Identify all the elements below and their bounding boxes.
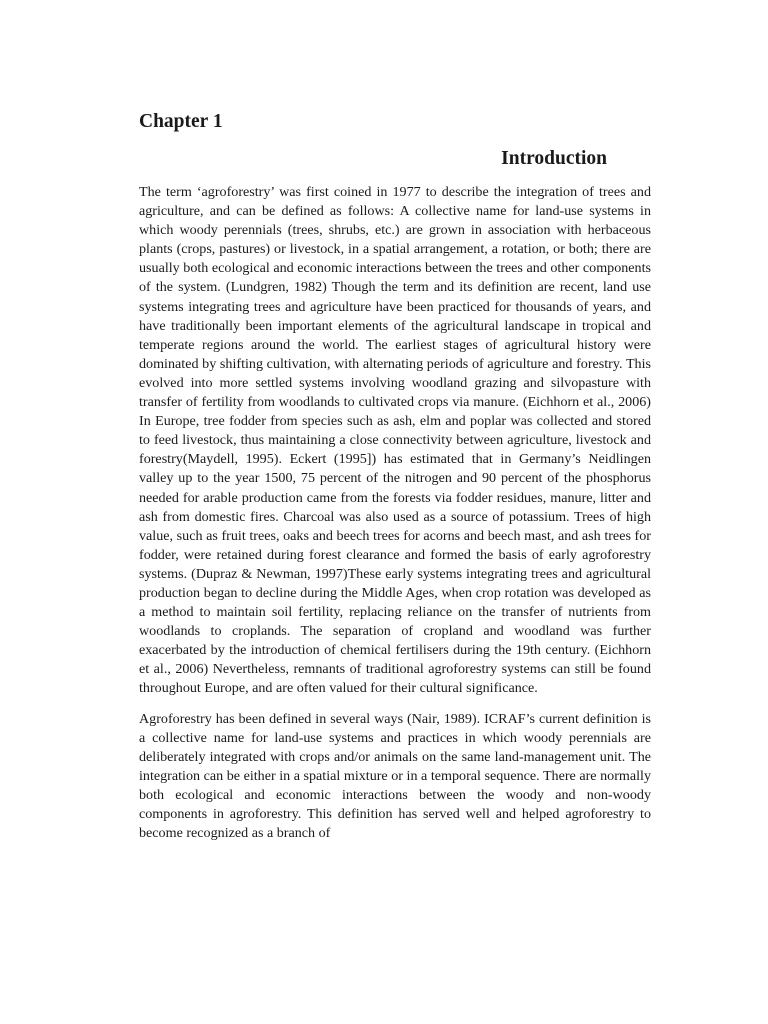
chapter-title: Introduction [501, 148, 607, 169]
paragraph-1: The term ‘agroforestry’ was first coined in 1977 to describe the integration of trees and agriculture, and can be defined as follows: A collective name for land-use systems in which woody perennials (trees, shrubs, etc.) are grown in association with herbaceous plants (crops, pastures) or livestock, in a spatial arrangement, a rotation, or both; there are usually both ecological and economic interactions between the trees and other components of the system. (Lundgren, 1982) Though the term and its definition are recent, land use systems integrating trees and agriculture have been practiced for thousands of years, and have traditionally been important elements of the agricultural landscape in tropical and temperate regions around the world. The earliest stages of agricultural history were dominated by shifting cultivation, with alternating periods of agriculture and forestry. This evolved into more settled systems involving woodland grazing and silvopasture with transfer of fertility from woodlands to cultivated crops via manure. (Eichhorn et al., 2006) In Europe, tree fodder from species such as ash, elm and poplar was collected and stored to feed livestock, thus maintaining a close connectivity between agriculture, livestock and forestry(Maydell, 1995). Eckert (1995]) has estimated that in Germany’s Neidlingen valley up to the year 1500, 75 percent of the nitrogen and 90 percent of the phosphorus needed for arable production came from the forests via fodder residues, manure, litter and ash from domestic fires. Charcoal was also used as a source of potassium. Trees of high value, such as fruit trees, oaks and beech trees for acorns and beech mast, and ash trees for fodder, were retained during forest clearance and formed the basis of early agroforestry systems. (Dupraz & Newman, 1997)These early systems integrating trees and agricultural production began to decline during the Middle Ages, when crop rotation was developed as a method to maintain soil fertility, replacing reliance on the transfer of nutrients from woodlands to croplands. The separation of cropland and woodland was further exacerbated by the introduction of chemical fertilisers during the 19th century. (Eichhorn et al., 2006) Nevertheless, remnants of traditional agroforestry systems can still be found throughout Europe, and are often valued for their cultural significance. [139, 184, 651, 697]
body-text [139, 183, 651, 854]
paragraph-2: Agroforestry has been defined in several ways (Nair, 1989). ICRAF’s current definition is a collective name for land-use systems and practices in which woody perennials are deliberately integrated with crops and/or animals on the same land-management unit. The integration can be either in a spatial mixture or in a temporal sequence. There are normally both ecological and economic interactions between the woody and non-woody components in agroforestry. This definition has served well and helped agroforestry to become recognized as a branch of [139, 710, 651, 842]
chapter-label: Chapter 1 [139, 111, 223, 132]
